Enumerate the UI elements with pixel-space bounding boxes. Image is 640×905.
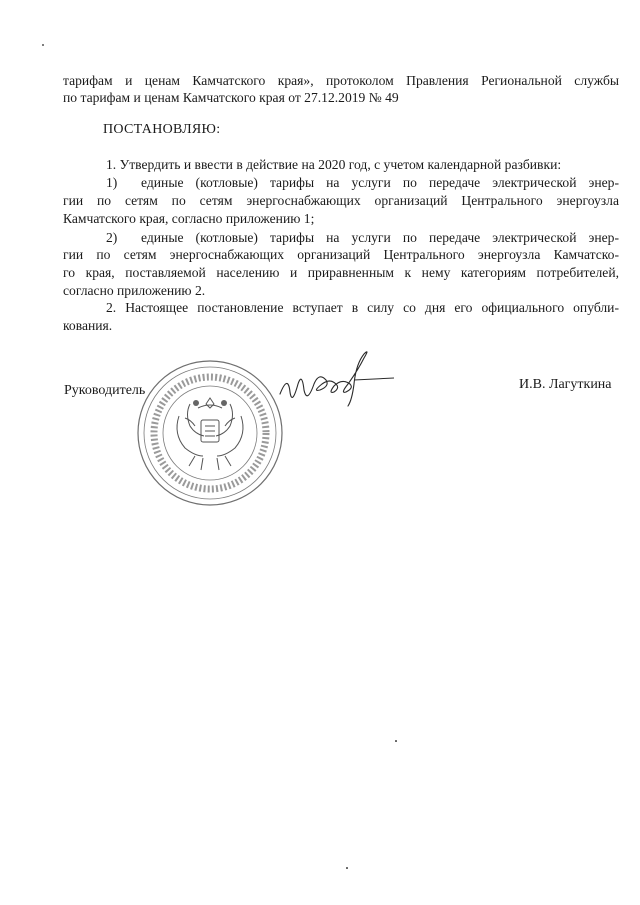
scan-speck xyxy=(346,867,348,869)
item-2-line-2: кования. xyxy=(63,318,113,333)
sub-item-1-line-3: Камчатского края, согласно приложению 1; xyxy=(63,211,315,226)
signatory-title: Руководитель xyxy=(64,383,146,398)
sub-item-2-line-2: гии по сетям энергоснабжающих организаций Центрального энергоузла Камчатско- xyxy=(63,247,619,262)
intro-line-2: по тарифам и ценам Камчатского края от 27.12.2019 № 49 xyxy=(63,90,399,105)
scan-speck xyxy=(42,44,44,46)
sub-item-2-number: 2) xyxy=(106,230,118,245)
sub-item-2-line-1: единые (котловые) тарифы на услуги по передаче электрической энер- xyxy=(141,230,619,245)
scan-speck xyxy=(395,740,397,742)
official-seal-stamp xyxy=(135,358,285,508)
intro-line-1: тарифам и ценам Камчатского края», протоколом Правления Региональной службы xyxy=(63,73,619,88)
item-2-line-1: 2. Настоящее постановление вступает в силу со дня его официального опубли- xyxy=(106,300,619,315)
handwritten-signature xyxy=(272,350,402,420)
decree-heading: ПОСТАНОВЛЯЮ: xyxy=(103,122,221,137)
sub-item-1-line-2: гии по сетям по сетям энергоснабжающих организаций Центрального энергоузла xyxy=(63,193,619,208)
signatory-name: И.В. Лагуткина xyxy=(519,377,612,392)
sub-item-1-line-1: единые (котловые) тарифы на услуги по передаче электрической энер- xyxy=(141,175,619,190)
sub-item-1-number: 1) xyxy=(106,175,118,190)
sub-item-2-line-3: го края, поставляемой населению и приравненным к нему категориям потребителей, xyxy=(63,265,619,280)
sub-item-2-line-4: согласно приложению 2. xyxy=(63,283,206,298)
item-1-text: 1. Утвердить и ввести в действие на 2020 год, с учетом календарной разбивки: xyxy=(106,157,562,172)
